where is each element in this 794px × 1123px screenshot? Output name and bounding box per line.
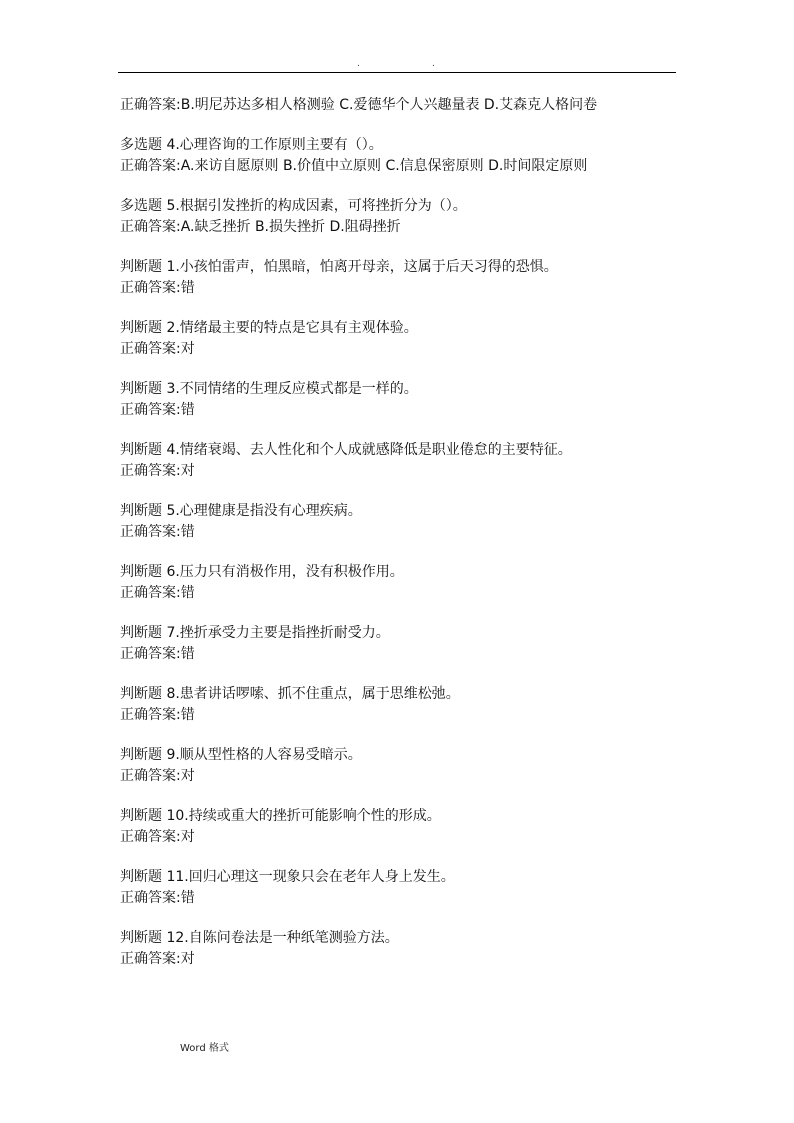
- question-line: 判断题 6.压力只有消极作用，没有积极作用。: [120, 564, 404, 580]
- qa-item: [120, 135, 680, 177]
- answer-line: 正确答案:错: [120, 524, 195, 540]
- qa-item: [120, 440, 680, 482]
- qa-item: [120, 623, 680, 665]
- question-line: 多选题 4.心理咨询的工作原则主要有（）。: [120, 137, 383, 153]
- question-line: 判断题 10.持续或重大的挫折可能影响个性的形成。: [120, 808, 441, 824]
- question-line: 判断题 11.回归心理这一现象只会在老年人身上发生。: [120, 869, 455, 885]
- qa-item: [120, 318, 680, 360]
- answer-line: 正确答案:A.缺乏挫折 B.损失挫折 D.阻碍挫折: [120, 219, 401, 235]
- question-line: 判断题 4.情绪衰竭、去人性化和个人成就感降低是职业倦怠的主要特征。: [120, 442, 572, 458]
- qa-item: [120, 745, 680, 787]
- question-line: 判断题 8.患者讲话啰嗦、抓不住重点，属于思维松弛。: [120, 686, 460, 702]
- qa-item: [120, 806, 680, 848]
- header-dot-right: .: [432, 59, 435, 69]
- qa-item: [120, 562, 680, 604]
- question-line: 判断题 9.顺从型性格的人容易受暗示。: [120, 747, 362, 763]
- question-line: 判断题 12.自陈问卷法是一种纸笔测验方法。: [120, 930, 399, 946]
- question-line: 多选题 5.根据引发挫折的构成因素，可将挫折分为（）。: [120, 198, 467, 214]
- question-line: 判断题 7.挫折承受力主要是指挫折耐受力。: [120, 625, 390, 641]
- document-body: [120, 95, 680, 989]
- page-header: [0, 59, 794, 69]
- answer-line: 正确答案:错: [120, 402, 195, 418]
- question-line: 判断题 3.不同情绪的生理反应模式都是一样的。: [120, 381, 418, 397]
- answer-line: 正确答案:对: [120, 951, 195, 967]
- qa-item: [120, 379, 680, 421]
- answer-line: 正确答案:对: [120, 341, 195, 357]
- answer-line: 正确答案:对: [120, 768, 195, 784]
- qa-item: [120, 928, 680, 970]
- answer-line: 正确答案:错: [120, 890, 195, 906]
- answer-line: 正确答案:对: [120, 463, 195, 479]
- qa-item: [120, 867, 680, 909]
- page-footer: Word 格式: [180, 1043, 229, 1054]
- answer-line: 正确答案:A.来访自愿原则 B.价值中立原则 C.信息保密原则 D.时间限定原则: [120, 158, 588, 174]
- header-rule: [118, 72, 676, 73]
- question-line: 判断题 2.情绪最主要的特点是它具有主观体验。: [120, 320, 418, 336]
- question-line: 判断题 5.心理健康是指没有心理疾病。: [120, 503, 362, 519]
- answer-line: 正确答案:B.明尼苏达多相人格测验 C.爱德华个人兴趣量表 D.艾森克人格问卷: [120, 97, 598, 113]
- question-line: 判断题 1.小孩怕雷声，怕黑暗，怕离开母亲，这属于后天习得的恐惧。: [120, 259, 558, 275]
- qa-item: [120, 257, 680, 299]
- answer-line: 正确答案:错: [120, 280, 195, 296]
- qa-item: [120, 501, 680, 543]
- answer-line: 正确答案:错: [120, 585, 195, 601]
- answer-line: 正确答案:对: [120, 829, 195, 845]
- answer-line: 正确答案:错: [120, 646, 195, 662]
- answer-line: 正确答案:错: [120, 707, 195, 723]
- header-dot-left: .: [357, 59, 360, 69]
- qa-item: [120, 196, 680, 238]
- qa-item: [120, 95, 680, 116]
- qa-item: [120, 684, 680, 726]
